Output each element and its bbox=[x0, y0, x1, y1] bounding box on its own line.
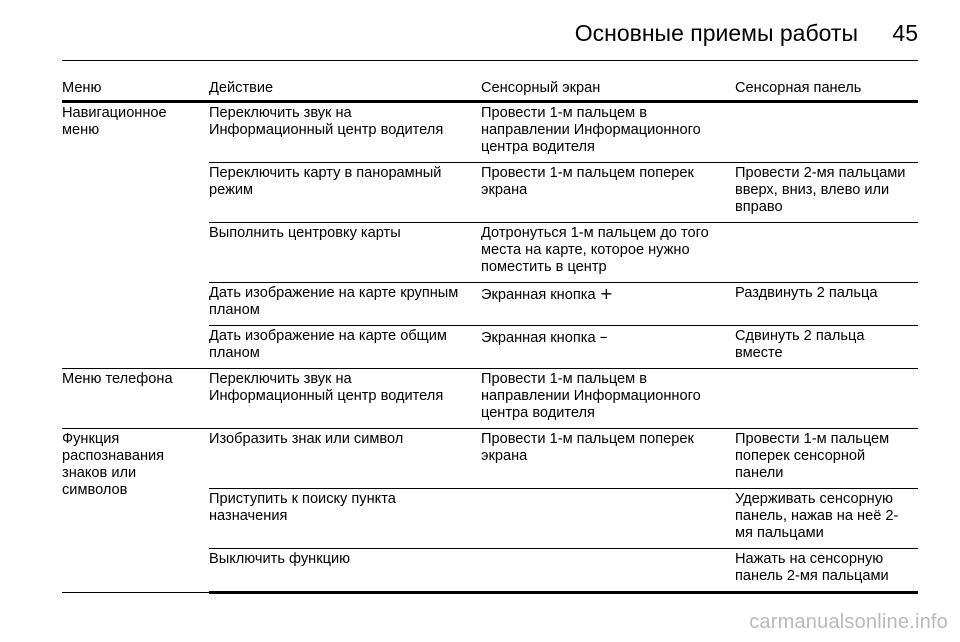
touchpad-cell: Сдвинуть 2 пальца вместе bbox=[735, 326, 918, 369]
touchscreen-cell bbox=[481, 326, 735, 369]
touchpad-cell bbox=[735, 102, 918, 163]
action-cell: Приступить к поиску пункта назначения bbox=[209, 489, 481, 549]
table-row bbox=[62, 102, 918, 163]
action-cell: Переключить звук на Информационный центр водителя bbox=[209, 102, 481, 163]
touchpad-cell bbox=[735, 223, 918, 283]
table-header-row bbox=[62, 78, 918, 102]
page-header bbox=[62, 16, 918, 61]
page-number: 45 bbox=[892, 20, 918, 46]
touchpad-cell bbox=[735, 369, 918, 429]
touchpad-cell: Нажать на сенсорную панель 2-мя пальцами bbox=[735, 549, 918, 593]
touchscreen-cell bbox=[481, 549, 735, 593]
screen-button-label: Экранная кнопка bbox=[481, 287, 596, 303]
touchpad-cell: Удерживать сенсорную панель, нажав на неё 2-мя пальцами bbox=[735, 489, 918, 549]
action-cell: Переключить звук на Информационный центр водителя bbox=[209, 369, 481, 429]
action-cell: Выключить функцию bbox=[209, 549, 481, 593]
table-row bbox=[62, 369, 918, 429]
action-cell: Дать изображение на карте крупным планом bbox=[209, 283, 481, 326]
zoom-in-icon: + bbox=[599, 284, 614, 303]
header-menu: Меню bbox=[62, 78, 209, 102]
action-cell: Выполнить центровку карты bbox=[209, 223, 481, 283]
touchscreen-cell: Провести 1-м пальцем в направлении Информационного центра водителя bbox=[481, 369, 735, 429]
menu-cell: Функция распознавания знаков или символов bbox=[62, 429, 209, 593]
action-cell: Изобразить знак или символ bbox=[209, 429, 481, 489]
touchpad-cell: Провести 1-м пальцем поперек сенсорной панели bbox=[735, 429, 918, 489]
action-cell: Переключить карту в панорамный режим bbox=[209, 163, 481, 223]
table-row bbox=[62, 429, 918, 489]
header-action: Действие bbox=[209, 78, 481, 102]
screen-button-label: Экранная кнопка bbox=[481, 330, 596, 346]
touchscreen-cell: Провести 1-м пальцем в направлении Информационного центра водителя bbox=[481, 102, 735, 163]
touchscreen-cell: Провести 1-м пальцем поперек экрана bbox=[481, 429, 735, 489]
menu-cell: Навигационное меню bbox=[62, 102, 209, 369]
watermark: carmanualsonline.info bbox=[749, 611, 948, 633]
touchpad-cell: Провести 2-мя пальцами вверх, вниз, влево или вправо bbox=[735, 163, 918, 223]
touchscreen-cell bbox=[481, 489, 735, 549]
touchscreen-cell: Провести 1-м пальцем поперек экрана bbox=[481, 163, 735, 223]
touchscreen-cell bbox=[481, 283, 735, 326]
action-cell: Дать изображение на карте общим планом bbox=[209, 326, 481, 369]
touchpad-cell: Раздвинуть 2 пальца bbox=[735, 283, 918, 326]
touchscreen-cell: Дотронуться 1-м пальцем до того места на карте, которое нужно поместить в центр bbox=[481, 223, 735, 283]
menu-cell: Меню телефона bbox=[62, 369, 209, 429]
zoom-out-icon: – bbox=[599, 327, 608, 346]
page-title: Основные приемы работы bbox=[574, 20, 858, 46]
header-touchscreen: Сенсорный экран bbox=[481, 78, 735, 102]
gesture-table bbox=[62, 78, 918, 594]
header-touchpad: Сенсорная панель bbox=[735, 78, 918, 102]
